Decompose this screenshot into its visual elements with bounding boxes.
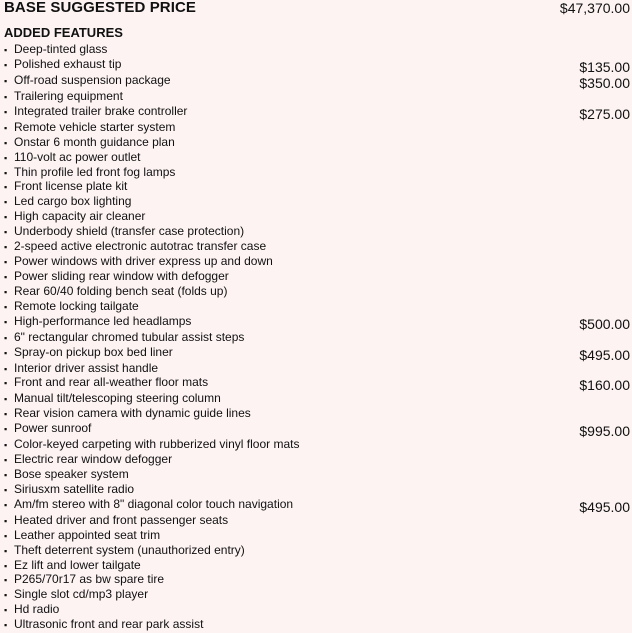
feature-item	[4, 468, 630, 483]
feature-item	[4, 121, 630, 136]
bullet-icon: ▪	[4, 409, 8, 420]
feature-name: Single slot cd/mp3 player	[14, 587, 149, 602]
feature-item	[4, 544, 630, 559]
feature-name: Am/fm stereo with 8" diagonal color touch navigation	[14, 496, 294, 511]
feature-label-group	[4, 362, 158, 377]
feature-name: Interior driver assist handle	[14, 360, 159, 375]
feature-item	[4, 136, 630, 151]
bullet-icon: ▪	[4, 424, 8, 435]
feature-name: Remote locking tailgate	[14, 298, 139, 313]
feature-name: Bose speaker system	[14, 467, 129, 482]
bullet-icon: ▪	[4, 620, 8, 631]
feature-item	[4, 105, 630, 121]
feature-name: Off-road suspension package	[14, 72, 171, 87]
feature-item	[4, 300, 630, 315]
bullet-icon: ▪	[4, 152, 8, 163]
feature-item	[4, 376, 630, 392]
bullet-icon: ▪	[4, 394, 8, 405]
feature-name: Thin profile led front fog lamps	[14, 164, 176, 179]
feature-name: Front and rear all-weather floor mats	[14, 375, 209, 390]
feature-name: Siriusxm satellite radio	[14, 481, 135, 496]
bullet-icon: ▪	[4, 227, 8, 238]
feature-name: 6" rectangular chromed tubular assist steps	[14, 329, 245, 344]
feature-price: $350.00	[579, 74, 630, 91]
feature-item	[4, 180, 630, 195]
feature-item	[4, 588, 630, 603]
feature-name: Theft deterrent system (unauthorized entry)	[14, 542, 245, 557]
feature-label-group	[4, 346, 173, 361]
feature-label-group	[4, 180, 127, 195]
feature-name: Spray-on pickup box bed liner	[14, 344, 173, 359]
feature-name: High capacity air cleaner	[14, 209, 146, 224]
feature-name: Power sliding rear window with defogger	[14, 268, 229, 283]
feature-item	[4, 514, 630, 529]
bullet-icon: ▪	[4, 530, 8, 541]
feature-item	[4, 58, 630, 74]
feature-name: Ez lift and lower tailgate	[14, 557, 141, 572]
bullet-icon: ▪	[4, 182, 8, 193]
feature-item	[4, 603, 630, 618]
feature-item	[4, 573, 630, 588]
feature-label-group	[4, 166, 175, 181]
feature-item	[4, 618, 630, 633]
feature-item	[4, 43, 630, 58]
bullet-icon: ▪	[4, 91, 8, 102]
feature-name: Integrated trailer brake controller	[14, 103, 188, 118]
feature-item	[4, 151, 630, 166]
feature-label-group	[4, 74, 171, 89]
bullet-icon: ▪	[4, 484, 8, 495]
feature-price: $495.00	[579, 346, 630, 363]
feature-item	[4, 483, 630, 498]
feature-name: High-performance led headlamps	[14, 313, 192, 328]
feature-item	[4, 362, 630, 377]
feature-label-group	[4, 210, 145, 225]
feature-item	[4, 225, 630, 240]
feature-name: 110-volt ac power outlet	[14, 149, 141, 164]
feature-item	[4, 74, 630, 90]
feature-name: Electric rear window defogger	[14, 452, 173, 467]
feature-item	[4, 331, 630, 346]
feature-price: $160.00	[579, 377, 630, 394]
feature-label-group	[4, 151, 141, 166]
feature-label-group	[4, 225, 244, 240]
feature-label-group	[4, 588, 148, 603]
feature-list	[4, 43, 630, 633]
feature-name: Leather appointed seat trim	[14, 527, 161, 542]
feature-label-group	[4, 195, 131, 210]
feature-name: Manual tilt/telescoping steering column	[14, 391, 221, 406]
feature-label-group	[4, 618, 203, 633]
feature-item	[4, 195, 630, 210]
feature-label-group	[4, 136, 175, 151]
bullet-icon: ▪	[4, 455, 8, 466]
feature-name: Rear vision camera with dynamic guide lines	[14, 406, 251, 421]
feature-label-group	[4, 422, 91, 437]
feature-item	[4, 559, 630, 574]
feature-name: Onstar 6 month guidance plan	[14, 134, 175, 149]
bullet-icon: ▪	[4, 590, 8, 601]
bullet-icon: ▪	[4, 605, 8, 616]
base-price-value: $47,370.00	[559, 0, 630, 16]
bullet-icon: ▪	[4, 75, 8, 86]
feature-item	[4, 407, 630, 422]
feature-item	[4, 438, 630, 453]
feature-name: Remote vehicle starter system	[14, 119, 176, 134]
bullet-icon: ▪	[4, 347, 8, 358]
base-price-row	[4, 0, 630, 17]
feature-label-group	[4, 121, 175, 136]
feature-name: Front license plate kit	[14, 179, 128, 194]
feature-name: Ultrasonic front and rear park assist	[14, 617, 204, 632]
bullet-icon: ▪	[4, 137, 8, 148]
bullet-icon: ▪	[4, 440, 8, 451]
feature-label-group	[4, 105, 187, 120]
feature-label-group	[4, 90, 123, 105]
feature-name: Trailering equipment	[14, 88, 123, 103]
feature-name: Hd radio	[14, 602, 60, 617]
feature-name: Heated driver and front passenger seats	[14, 512, 229, 527]
bullet-icon: ▪	[4, 378, 8, 389]
bullet-icon: ▪	[4, 560, 8, 571]
bullet-icon: ▪	[4, 212, 8, 223]
feature-item	[4, 240, 630, 255]
feature-name: Underbody shield (transfer case protection)	[14, 224, 245, 239]
bullet-icon: ▪	[4, 59, 8, 70]
feature-item	[4, 529, 630, 544]
feature-label-group	[4, 315, 191, 330]
bullet-icon: ▪	[4, 575, 8, 586]
bullet-icon: ▪	[4, 197, 8, 208]
feature-name: Rear 60/40 folding bench seat (folds up)	[14, 283, 228, 298]
bullet-icon: ▪	[4, 242, 8, 253]
feature-label-group	[4, 468, 129, 483]
bullet-icon: ▪	[4, 167, 8, 178]
bullet-icon: ▪	[4, 515, 8, 526]
bullet-icon: ▪	[4, 301, 8, 312]
feature-item	[4, 453, 630, 468]
feature-price: $275.00	[579, 105, 630, 122]
feature-name: 2-speed active electronic autotrac transfer case	[14, 239, 267, 254]
bullet-icon: ▪	[4, 545, 8, 556]
feature-label-group	[4, 453, 172, 468]
bullet-icon: ▪	[4, 470, 8, 481]
bullet-icon: ▪	[4, 122, 8, 133]
feature-label-group	[4, 58, 121, 73]
feature-price: $995.00	[579, 423, 630, 440]
feature-item	[4, 392, 630, 407]
feature-name: Led cargo box lighting	[14, 194, 132, 209]
feature-label-group	[4, 255, 273, 270]
feature-name: Polished exhaust tip	[14, 56, 122, 71]
bullet-icon: ▪	[4, 332, 8, 343]
feature-price: $495.00	[579, 498, 630, 515]
bullet-icon: ▪	[4, 106, 8, 117]
bullet-icon: ▪	[4, 499, 8, 510]
feature-name: Color-keyed carpeting with rubberized vinyl floor mats	[14, 437, 300, 452]
added-features-title: ADDED FEATURES	[4, 25, 123, 40]
base-price-label: BASE SUGGESTED PRICE	[4, 0, 197, 16]
feature-label-group	[4, 240, 266, 255]
feature-name: Power sunroof	[14, 421, 92, 436]
feature-name: Power windows with driver express up and down	[14, 253, 273, 268]
feature-item	[4, 270, 630, 285]
feature-item	[4, 346, 630, 362]
feature-label-group	[4, 529, 160, 544]
feature-label-group	[4, 407, 251, 422]
feature-item	[4, 210, 630, 225]
feature-item	[4, 166, 630, 181]
bullet-icon: ▪	[4, 45, 8, 55]
feature-label-group	[4, 498, 293, 513]
feature-label-group	[4, 559, 141, 574]
feature-label-group	[4, 43, 107, 58]
feature-label-group	[4, 376, 208, 391]
feature-label-group	[4, 438, 299, 453]
feature-name: P265/70r17 as bw spare tire	[14, 572, 165, 587]
bullet-icon: ▪	[4, 316, 8, 327]
feature-label-group	[4, 514, 228, 529]
bullet-icon: ▪	[4, 271, 8, 282]
feature-label-group	[4, 300, 139, 315]
feature-label-group	[4, 392, 221, 407]
feature-item	[4, 498, 630, 514]
feature-label-group	[4, 331, 244, 346]
bullet-icon: ▪	[4, 363, 8, 374]
feature-price: $500.00	[579, 315, 630, 332]
feature-label-group	[4, 573, 164, 588]
feature-label-group	[4, 603, 59, 618]
feature-label-group	[4, 285, 227, 300]
feature-item	[4, 90, 630, 105]
bullet-icon: ▪	[4, 256, 8, 267]
feature-label-group	[4, 270, 229, 285]
feature-item	[4, 255, 630, 270]
feature-item	[4, 285, 630, 300]
feature-price: $135.00	[579, 58, 630, 75]
feature-name: Deep-tinted glass	[14, 42, 108, 56]
feature-item	[4, 422, 630, 438]
feature-label-group	[4, 544, 245, 559]
feature-label-group	[4, 483, 134, 498]
bullet-icon: ▪	[4, 286, 8, 297]
feature-item	[4, 315, 630, 331]
